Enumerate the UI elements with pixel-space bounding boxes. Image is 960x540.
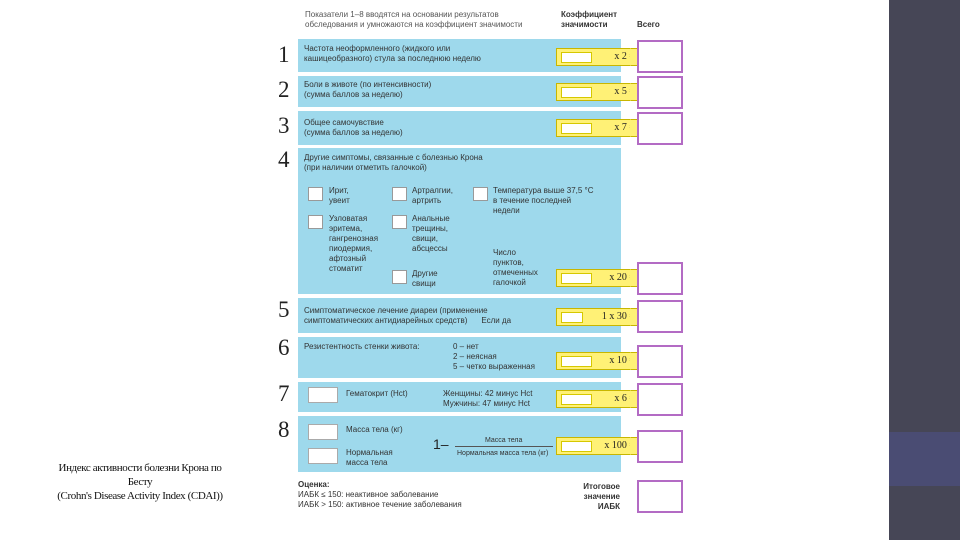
evaluation: [298, 480, 462, 510]
row-7-formulas: [443, 389, 532, 409]
total-box-4[interactable]: [637, 262, 683, 295]
row-7-text: Гематокрит (Hct): [346, 389, 408, 398]
checkbox-anal[interactable]: [392, 215, 407, 229]
anal-l3: свищи,: [412, 234, 438, 243]
mult-label-7: x 6 =: [614, 393, 635, 404]
normal-weight-input[interactable]: [308, 448, 338, 464]
row-number-6: 6: [278, 335, 290, 360]
checkbox-temperature[interactable]: [473, 187, 488, 201]
final-l1: Итоговое: [583, 482, 620, 491]
nod-l4: пиодермия,: [329, 244, 373, 253]
row-1-text: [304, 44, 481, 64]
mult-label-2: x 5 =: [614, 86, 635, 97]
coefficient-header: [561, 10, 617, 30]
arthr-l1: Артралгии,: [412, 186, 453, 195]
instructions-line-1: Показатели 1–8 вводятся на основании результатов: [305, 10, 499, 19]
multiplier-input-3[interactable]: [561, 123, 592, 134]
symptom-iritis: [329, 186, 350, 206]
nod-l6: стоматит: [329, 264, 363, 273]
symptom-temperature: [493, 186, 594, 216]
row-6-options: [453, 342, 535, 372]
sidebar-accent: [889, 432, 960, 486]
row-4-line-1: Другие симптомы, связанные с болезнью Крона: [304, 153, 483, 162]
multiplier-3: [556, 119, 640, 137]
row-number-2: 2: [278, 77, 290, 102]
nod-l5: афтозный: [329, 254, 367, 263]
instructions-line-2: обследования и умножаются на коэффициент значимости: [305, 20, 523, 29]
caption-line-1: Индекс активности болезни Крона по: [58, 462, 222, 474]
anal-l4: абсцессы: [412, 244, 448, 253]
checkbox-arthralgia[interactable]: [392, 187, 407, 201]
row-1-line-2: кашицеобразного) стула за последнюю неделю: [304, 54, 481, 63]
multiplier-input-7[interactable]: [561, 394, 592, 405]
row-5-if-yes: Если да: [481, 316, 512, 325]
multiplier-1: [556, 48, 640, 66]
nod-l1: Узловатая: [329, 214, 368, 223]
mult-label-6: x 10 =: [609, 355, 635, 366]
formula-numerator: Масса тела: [485, 437, 523, 444]
other-l1: Другие: [412, 269, 438, 278]
total-box-5[interactable]: [637, 300, 683, 333]
instructions: [305, 10, 522, 30]
multiplier-input-6[interactable]: [561, 356, 592, 367]
row-6-text: Резистентность стенки живота:: [304, 342, 420, 351]
symptom-count: [493, 248, 538, 288]
checkbox-other-fistula[interactable]: [392, 270, 407, 284]
row-number-1: 1: [278, 42, 290, 67]
row-5-text: [304, 306, 511, 326]
caption-line-3: (Crohn's Disease Activity Index (CDAI)): [57, 490, 223, 502]
row-number-5: 5: [278, 297, 290, 322]
row-5-line-1: Симптоматическое лечение диареи (применение: [304, 306, 488, 315]
symptom-anal: [412, 214, 450, 254]
total-box-7[interactable]: [637, 383, 683, 416]
multiplier-8: [556, 437, 640, 455]
total-header: Всего: [637, 20, 660, 29]
row-8-normal: [346, 448, 393, 468]
row-3-text: [304, 118, 403, 138]
row-number-3: 3: [278, 113, 290, 138]
mult-label-1: x 2 =: [614, 51, 635, 62]
row-1-line-1: Частота неоформленного (жидкого или: [304, 44, 451, 53]
option-0: 0 – нет: [453, 342, 479, 351]
count-l3: отмеченных: [493, 268, 538, 277]
anal-l1: Анальные: [412, 214, 450, 223]
row-number-7: 7: [278, 381, 290, 406]
row-4-text: [304, 153, 483, 173]
multiplier-4: [556, 269, 640, 287]
mult-label-5: 1 x 30 =: [601, 311, 635, 322]
temp-l2: в течение последней: [493, 196, 572, 205]
multiplier-input-8[interactable]: [561, 441, 592, 452]
multiplier-input-4[interactable]: [561, 273, 592, 284]
formula-denominator: Нормальная масса тела (кг): [457, 450, 549, 457]
row-8-weight: Масса тела (кг): [346, 425, 403, 434]
anal-l2: трещины,: [412, 224, 449, 233]
row-4-line-2: (при наличии отметить галочкой): [304, 163, 427, 172]
symptom-arthralgia: [412, 186, 453, 206]
formula-one-minus: 1–: [433, 436, 449, 452]
multiplier-input-5[interactable]: [561, 312, 583, 323]
normal-l2: масса тела: [346, 458, 388, 467]
total-box-3[interactable]: [637, 112, 683, 145]
multiplier-input-2[interactable]: [561, 87, 592, 98]
total-box-8[interactable]: [637, 430, 683, 463]
mult-label-3: x 7 =: [614, 122, 635, 133]
count-l4: галочкой: [493, 278, 526, 287]
coef-line-1: Коэффициент: [561, 10, 618, 19]
iritis-l2: увеит: [329, 196, 350, 205]
row-2-text: [304, 80, 431, 100]
final-l2: значение: [583, 492, 620, 501]
count-l1: Число: [493, 248, 517, 257]
symptom-other-fistula: [412, 269, 438, 289]
other-l2: свищи: [412, 279, 436, 288]
weight-input[interactable]: [308, 424, 338, 440]
multiplier-6: [556, 352, 640, 370]
total-box-6[interactable]: [637, 345, 683, 378]
row-number-4: 4: [278, 147, 290, 172]
evaluation-inactive: ИАБК ≤ 150: неактивное заболевание: [298, 490, 439, 499]
checkbox-iritis[interactable]: [308, 187, 323, 201]
multiplier-2: [556, 83, 640, 101]
nod-l2: эритема,: [329, 224, 363, 233]
option-5: 5 – четко выраженная: [453, 362, 535, 371]
row-3-line-2: (сумма баллов за неделю): [304, 128, 403, 137]
count-l2: пунктов,: [493, 258, 524, 267]
normal-l1: Нормальная: [346, 448, 393, 457]
formula-fraction-line: [455, 446, 553, 447]
row-2-line-2: (сумма баллов за неделю): [304, 90, 403, 99]
symptom-erythema: [329, 214, 378, 274]
final-l3: ИАБК: [597, 502, 620, 511]
option-2: 2 – неясная: [453, 352, 497, 361]
temp-l3: недели: [493, 206, 520, 215]
checkbox-erythema[interactable]: [308, 215, 323, 229]
male-formula: Мужчины: 47 минус Hct: [443, 399, 530, 408]
total-box-2[interactable]: [637, 76, 683, 109]
total-box-1[interactable]: [637, 40, 683, 73]
nod-l3: гангренозная: [329, 234, 379, 243]
female-formula: Женщины: 42 минус Hct: [443, 389, 533, 398]
multiplier-input-1[interactable]: [561, 52, 592, 63]
row-2-line-1: Боли в животе (по интенсивности): [304, 80, 432, 89]
caption-line-2: Бесту: [127, 476, 153, 488]
arthr-l2: артрить: [412, 196, 442, 205]
coef-line-2: значимости: [561, 20, 608, 29]
mult-label-4: x 20 =: [609, 272, 635, 283]
evaluation-active: ИАБК > 150: активное течение заболевания: [298, 500, 462, 509]
temp-l1: Температура выше 37,5 °С: [493, 186, 594, 195]
multiplier-5: [556, 308, 640, 326]
row-3-line-1: Общее самочувствие: [304, 118, 384, 127]
hematocrit-input[interactable]: [308, 387, 338, 403]
final-value-label: [576, 482, 620, 512]
final-total-box[interactable]: [637, 480, 683, 513]
evaluation-label: Оценка:: [298, 480, 330, 489]
multiplier-7: [556, 390, 640, 408]
row-5-line-2: симптоматических антидиарейных средств): [304, 316, 468, 325]
row-number-8: 8: [278, 417, 290, 442]
slide-caption: [22, 461, 258, 503]
mult-label-8: x 100 =: [604, 440, 635, 451]
iritis-l1: Ирит,: [329, 186, 349, 195]
